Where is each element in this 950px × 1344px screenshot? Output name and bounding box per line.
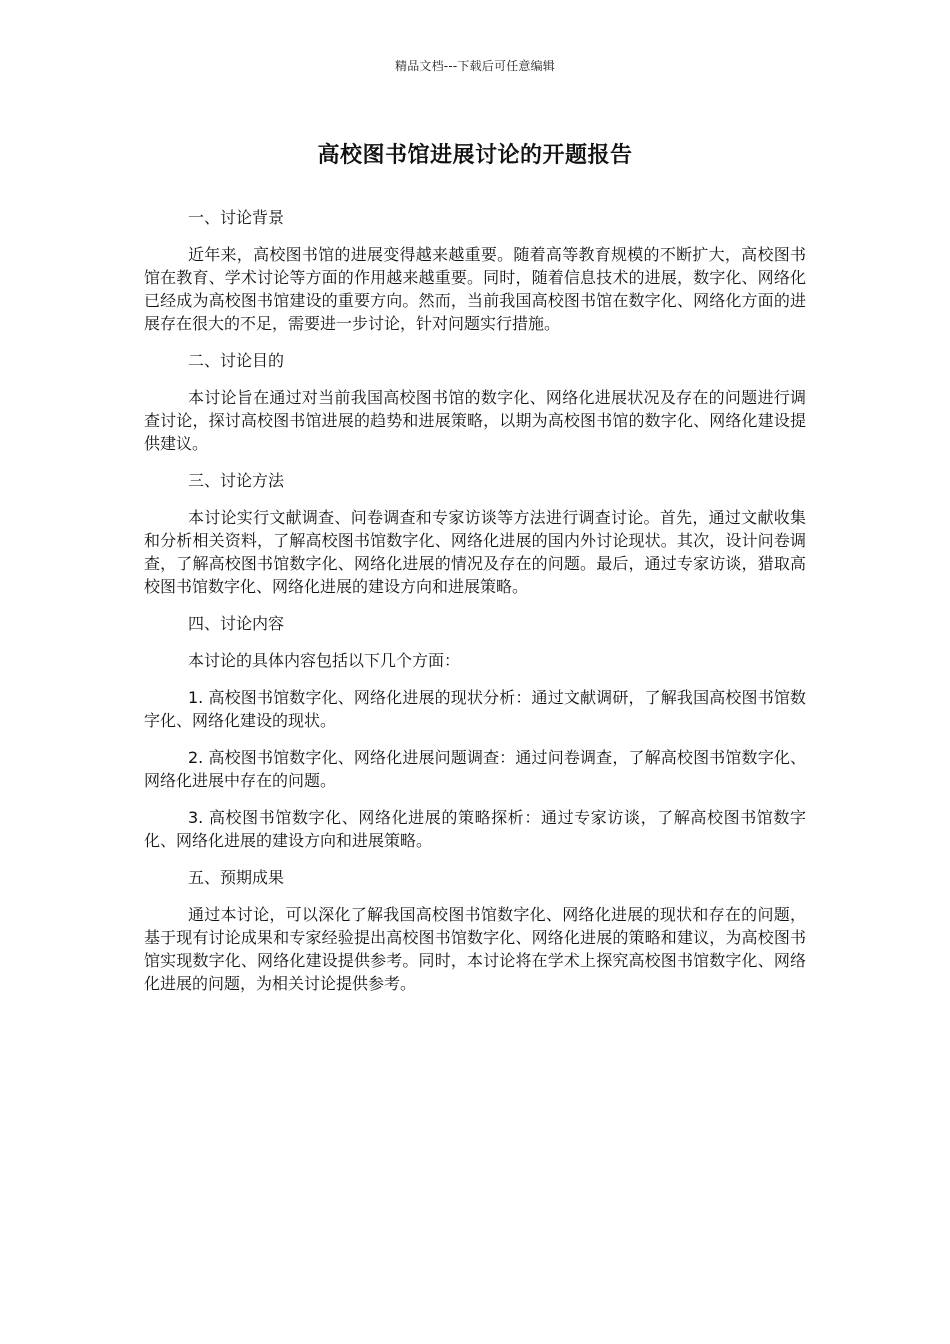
paragraph-background: 近年来，高校图书馆的进展变得越来越重要。随着高等教育规模的不断扩大，高校图书馆在教育、学术讨论等方面的作用越来越重要。同时，随着信息技术的进展，数字化、网络化已经成为高校图书馆建设的重要方向。然而，当前我国高校图书馆在数字化、网络化方面的进展存在很大的不足，需要进一步讨论，针对问题实行措施。: [144, 245, 806, 333]
section-heading-content: 四、讨论内容: [188, 614, 285, 633]
document-title: 高校图书馆进展讨论的开题报告: [317, 143, 633, 168]
paragraph-method: 本讨论实行文献调查、问卷调查和专家访谈等方法进行调查讨论。首先，通过文献收集和分析相关资料，了解高校图书馆数字化、网络化进展的国内外讨论现状。其次，设计问卷调查，了解高校图书馆数字化、网络化进展的情况及存在的问题。最后，通过专家访谈，猎取高校图书馆数字化、网络化进展的建设方向和进展策略。: [144, 508, 806, 596]
list-item-1: 1. 高校图书馆数字化、网络化进展的现状分析：通过文献调研，了解我国高校图书馆数字化、网络化建设的现状。: [144, 688, 806, 730]
section-heading-results: 五、预期成果: [188, 868, 285, 887]
list-item-2: 2. 高校图书馆数字化、网络化进展问题调查：通过问卷调查，了解高校图书馆数字化、网络化进展中存在的问题。: [144, 748, 806, 790]
paragraph-results: 通过本讨论，可以深化了解我国高校图书馆数字化、网络化进展的现状和存在的问题，基于现有讨论成果和专家经验提出高校图书馆数字化、网络化进展的策略和建议，为高校图书馆实现数字化、网络化建设提供参考。同时，本讨论将在学术上探究高校图书馆数字化、网络化进展的问题，为相关讨论提供参考。: [144, 905, 806, 993]
header-note: 精品文档---下载后可任意编辑: [395, 59, 555, 73]
paragraph-content-intro: 本讨论的具体内容包括以下几个方面：: [188, 651, 461, 670]
document-body: [144, 206, 806, 1009]
paragraph-purpose: 本讨论旨在通过对当前我国高校图书馆的数字化、网络化进展状况及存在的问题进行调查讨论，探讨高校图书馆进展的趋势和进展策略，以期为高校图书馆的数字化、网络化建设提供建议。: [144, 388, 806, 453]
section-heading-purpose: 二、讨论目的: [188, 351, 285, 370]
section-heading-background: 一、讨论背景: [188, 208, 285, 227]
list-item-3: 3. 高校图书馆数字化、网络化进展的策略探析：通过专家访谈，了解高校图书馆数字化、网络化进展的建设方向和进展策略。: [144, 808, 806, 850]
section-heading-method: 三、讨论方法: [188, 471, 285, 490]
